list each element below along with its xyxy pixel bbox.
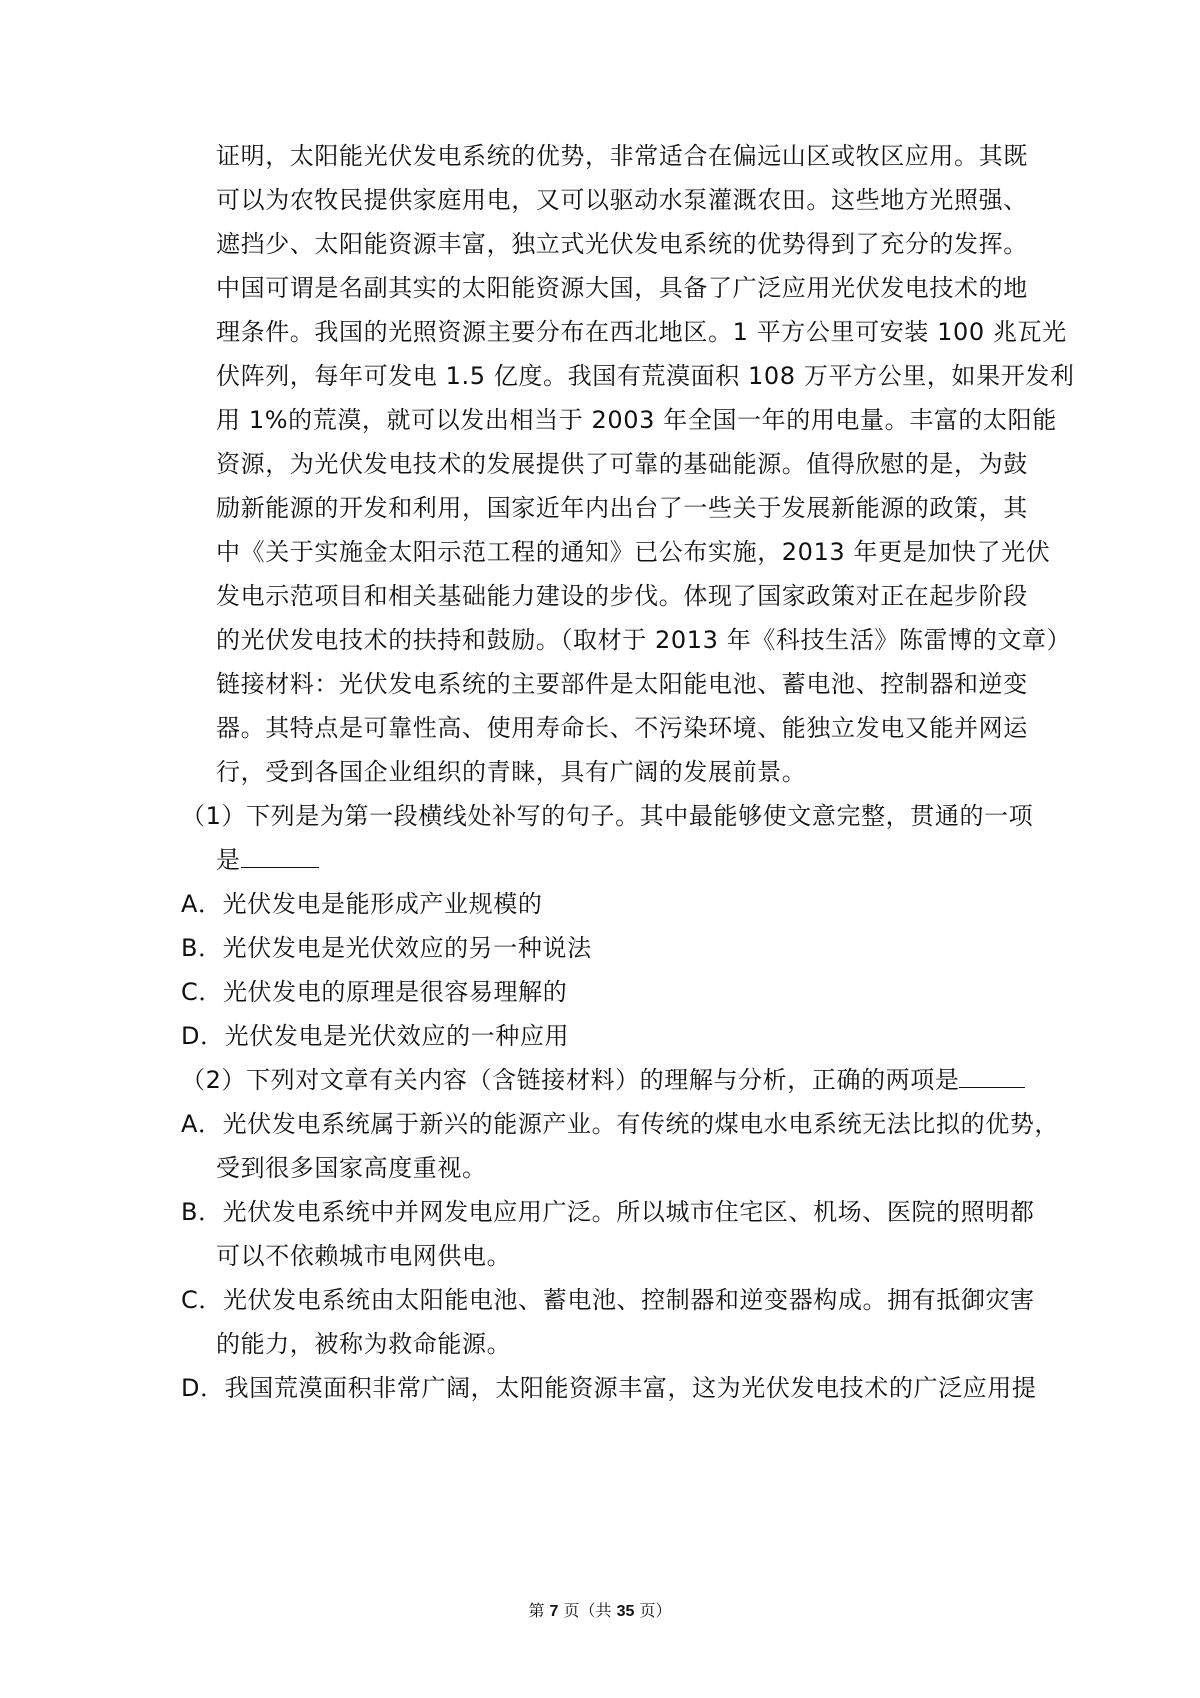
paragraph-line: 证明，太阳能光伏发电系统的优势，非常适合在偏远山区或牧区应用。其既 [216,142,1028,170]
paragraph-line: 的光伏发电技术的扶持和鼓励。（取材于 2013 年《科技生活》陈雷博的文章） [216,626,1072,654]
footer-total-pages: 35 [616,1603,635,1620]
question-2-option-b-cont: 可以不依赖城市电网供电。 [216,1242,512,1270]
paragraph-line: 理条件。我国的光照资源主要分布在西北地区。1 平方公里可安装 100 兆瓦光 [216,318,1067,346]
question-1-stem-tail: 是 [216,846,241,874]
paragraph-line: 器。其特点是可靠性高、使用寿命长、不污染环境、能独立发电又能并网运 [216,714,1028,742]
footer-middle: 页（共 [563,1601,612,1620]
answer-blank [241,845,319,868]
paragraph-line: 链接材料：光伏发电系统的主要部件是太阳能电池、蓄电池、控制器和逆变 [216,670,1028,698]
question-2-option-c: C．光伏发电系统由太阳能电池、蓄电池、控制器和逆变器构成。拥有抵御灾害 [181,1286,1035,1314]
question-1-stem: （1）下列是为第一段横线处补写的句子。其中最能够使文意完整，贯通的一项 [181,802,1034,830]
question-2-stem-text: （2）下列对文章有关内容（含链接材料）的理解与分析，正确的两项是 [181,1066,960,1094]
paragraph-line: 励新能源的开发和利用，国家近年内出台了一些关于发展新能源的政策，其 [216,494,1028,522]
paragraph-line: 发电示范项目和相关基础能力建设的步伐。体现了国家政策对正在起步阶段 [216,582,1028,610]
question-2-option-c-cont: 的能力，被称为救命能源。 [216,1330,512,1358]
footer-prefix: 第 [528,1601,545,1620]
question-2-option-d: D．我国荒漠面积非常广阔，太阳能资源丰富，这为光伏发电技术的广泛应用提 [181,1374,1037,1402]
question-2-option-a-cont: 受到很多国家高度重视。 [216,1154,487,1182]
paragraph-line: 伏阵列，每年可发电 1.5 亿度。我国有荒漠面积 108 万平方公里，如果开发利 [216,362,1075,390]
footer-suffix: 页） [639,1601,672,1620]
paragraph-line: 用 1%的荒漠，就可以发出相当于 2003 年全国一年的用电量。丰富的太阳能 [216,406,1057,434]
question-1-option-b: B．光伏发电是光伏效应的另一种说法 [181,934,592,962]
paragraph-line: 中国可谓是名副其实的太阳能资源大国，具备了广泛应用光伏发电技术的地 [216,274,1028,302]
paragraph-line: 行，受到各国企业组织的青睐，具有广阔的发展前景。 [216,758,807,786]
paragraph-line: 遮挡少、太阳能资源丰富，独立式光伏发电系统的优势得到了充分的发挥。 [216,230,1028,258]
page-footer [0,1600,1200,1623]
footer-page-number: 7 [549,1603,559,1620]
question-2-option-b: B．光伏发电系统中并网发电应用广泛。所以城市住宅区、机场、医院的照明都 [181,1198,1035,1226]
question-1-option-d: D．光伏发电是光伏效应的一种应用 [181,1022,570,1050]
paragraph-line: 可以为农牧民提供家庭用电，又可以驱动水泵灌溉农田。这些地方光照强、 [216,186,1028,214]
answer-blank [959,1065,1025,1088]
question-1-option-a: A．光伏发电是能形成产业规模的 [181,890,543,918]
paragraph-line: 资源，为光伏发电技术的发展提供了可靠的基础能源。值得欣慰的是，为鼓 [216,450,1028,478]
question-2-stem [181,1065,1025,1095]
question-1-stem-cont [216,845,319,875]
question-2-option-a: A．光伏发电系统属于新兴的能源产业。有传统的煤电水电系统无法比拟的优势， [181,1110,1060,1138]
paragraph-line: 中《关于实施金太阳示范工程的通知》已公布实施，2013 年更是加快了光伏 [216,538,1051,566]
question-1-option-c: C．光伏发电的原理是很容易理解的 [181,978,568,1006]
